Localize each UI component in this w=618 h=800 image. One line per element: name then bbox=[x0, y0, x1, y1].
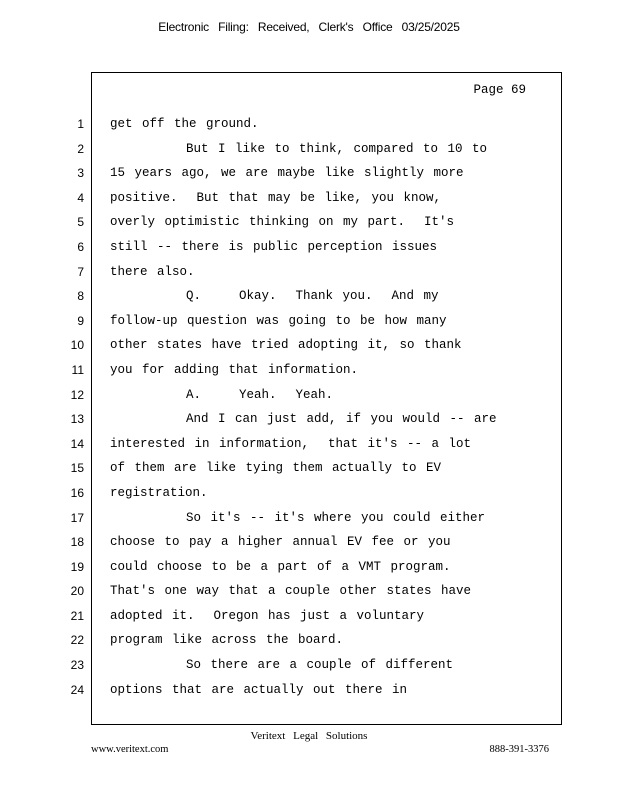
transcript-line: So there are a couple of different bbox=[110, 658, 454, 673]
transcript-line: 15 years ago, we are maybe like slightly more bbox=[110, 166, 464, 181]
transcript-line: could choose to be a part of a VMT program. bbox=[110, 559, 451, 574]
transcript-line: So it's -- it's where you could either bbox=[110, 510, 486, 525]
transcript-line: you for adding that information. bbox=[110, 362, 359, 377]
line-number: 8 bbox=[77, 289, 84, 304]
line-number: 17 bbox=[70, 510, 84, 525]
line-number: 7 bbox=[77, 264, 84, 279]
transcript-text bbox=[110, 112, 550, 702]
filing-header: Electronic Filing: Received, Clerk's Office 03/25/2025 bbox=[158, 20, 460, 34]
transcript-line: still -- there is public perception issues bbox=[110, 239, 438, 254]
line-number: 13 bbox=[70, 412, 84, 427]
transcript-line: options that are actually out there in bbox=[110, 682, 408, 697]
line-number: 3 bbox=[77, 166, 84, 181]
line-number: 14 bbox=[70, 436, 84, 451]
line-number: 16 bbox=[70, 485, 84, 500]
transcript-line: interested in information, that it's -- a lot bbox=[110, 436, 472, 451]
line-number: 15 bbox=[70, 461, 84, 476]
line-number: 22 bbox=[70, 633, 84, 648]
line-number-column bbox=[62, 112, 84, 702]
transcript-line: But I like to think, compared to 10 to bbox=[110, 141, 488, 156]
transcript-line: get off the ground. bbox=[110, 117, 259, 131]
transcript-line: overly optimistic thinking on my part. It's bbox=[110, 215, 455, 230]
line-number: 11 bbox=[71, 362, 84, 377]
line-number: 10 bbox=[70, 338, 84, 353]
footer-company: Veritext Legal Solutions bbox=[250, 730, 368, 742]
line-number: 9 bbox=[77, 313, 84, 328]
line-number: 20 bbox=[70, 584, 84, 599]
line-number: 4 bbox=[77, 190, 84, 205]
line-number: 6 bbox=[77, 239, 84, 254]
transcript-line: And I can just add, if you would -- are bbox=[110, 412, 497, 427]
transcript-line: there also. bbox=[110, 264, 195, 279]
line-number: 19 bbox=[70, 559, 84, 574]
line-number: 5 bbox=[77, 215, 84, 230]
transcript-line: registration. bbox=[110, 485, 208, 500]
transcript-line: program like across the board. bbox=[110, 633, 344, 648]
line-number: 1 bbox=[77, 117, 84, 131]
footer-website: www.veritext.com bbox=[91, 744, 169, 755]
transcript-line: adopted it. Oregon has just a voluntary bbox=[110, 608, 425, 623]
footer-phone: 888-391-3376 bbox=[489, 744, 549, 755]
line-number: 12 bbox=[70, 387, 84, 402]
transcript-line: of them are like tying them actually to EV bbox=[110, 461, 442, 476]
transcript-line: choose to pay a higher annual EV fee or you bbox=[110, 535, 451, 550]
transcript-line: That's one way that a couple other states have bbox=[110, 584, 472, 599]
transcript-line: positive. But that may be like, you know, bbox=[110, 190, 442, 205]
line-number: 21 bbox=[70, 608, 84, 623]
line-number: 2 bbox=[77, 141, 84, 156]
transcript-line: A. Yeah. Yeah. bbox=[110, 387, 334, 402]
page-number: Page 69 bbox=[473, 83, 526, 97]
transcript-line: Q. Okay. Thank you. And my bbox=[110, 289, 439, 304]
transcript-line: other states have tried adopting it, so thank bbox=[110, 338, 462, 353]
line-number: 18 bbox=[70, 535, 84, 550]
line-number: 23 bbox=[70, 658, 84, 673]
transcript-line: follow-up question was going to be how many bbox=[110, 313, 447, 328]
line-number: 24 bbox=[70, 682, 84, 697]
